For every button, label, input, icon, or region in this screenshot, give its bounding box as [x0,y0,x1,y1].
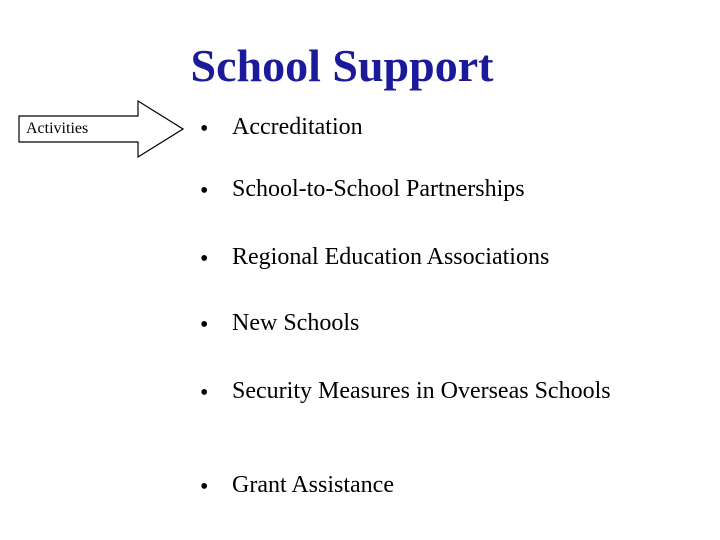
list-item [200,114,700,141]
bullet-text: Accreditation [232,114,363,140]
arrow-label: Activities [26,120,89,137]
activities-arrow [18,100,184,158]
bullet-icon: • [200,312,209,338]
list-item [200,472,700,499]
bullet-icon: • [200,380,209,406]
bullet-text: School-to-School Partnerships [232,176,525,202]
bullet-text: Security Measures in Overseas Schools [232,378,611,404]
bullet-icon: • [200,178,209,204]
slide-title: School Support [190,40,494,91]
bullet-icon: • [200,116,209,142]
list-item [200,310,700,337]
bullet-icon: • [200,246,209,272]
bullet-text: New Schools [232,310,360,336]
list-item [200,176,700,203]
list-item [200,244,700,271]
list-item [200,378,700,405]
bullet-icon: • [200,474,209,500]
bullet-text: Regional Education Associations [232,244,550,270]
bullet-text: Grant Assistance [232,472,394,498]
